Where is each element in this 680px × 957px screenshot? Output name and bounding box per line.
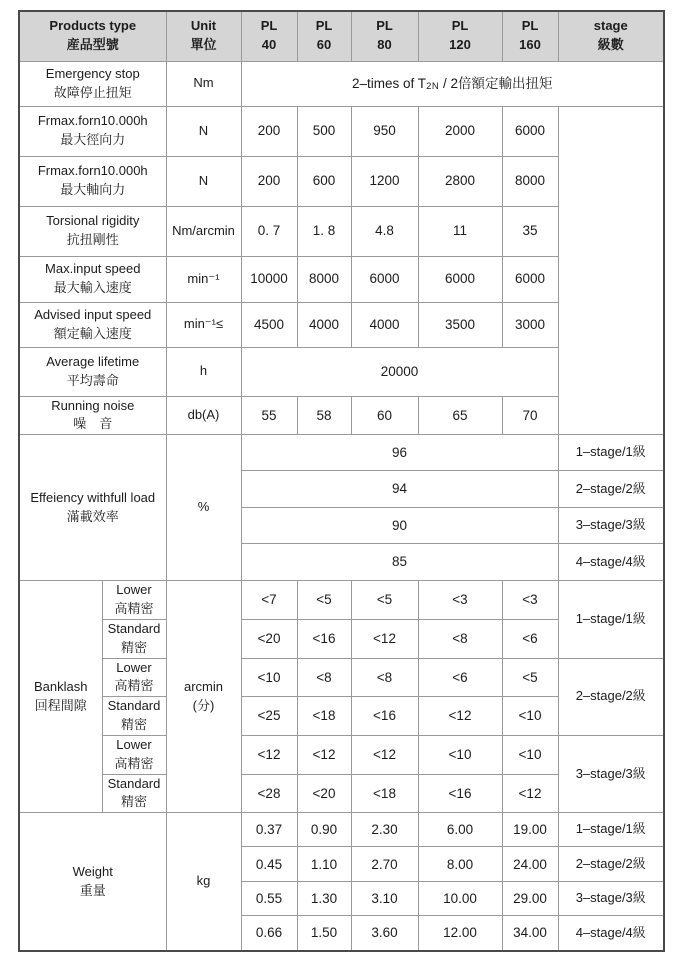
backlash-type-6-en: Standard	[107, 775, 161, 791]
frmax-axial-label	[19, 156, 166, 206]
weight-3-pl80: 3.10	[351, 882, 418, 916]
efficiency-stage-3: 3–stage/3級	[558, 508, 664, 544]
advised-speed-pl120: 3500	[418, 302, 502, 347]
frmax-axial-label-zh: 最大軸向力	[60, 182, 126, 197]
weight-1-pl40: 0.37	[241, 813, 297, 847]
lifetime-label-en: Average lifetime	[46, 353, 140, 369]
frmax-axial-pl160: 8000	[502, 156, 558, 206]
weight-2-pl80: 2.70	[351, 847, 418, 882]
col-header-pl120	[418, 11, 502, 61]
pl160-line1: PL	[521, 18, 539, 34]
weight-label	[19, 813, 166, 951]
max-speed-unit: min⁻¹	[166, 256, 241, 302]
weight-1-pl80: 2.30	[351, 813, 418, 847]
torsional-pl160: 35	[502, 206, 558, 256]
backlash-type-2-zh: 精密	[120, 639, 147, 655]
torsional-pl80: 4.8	[351, 206, 418, 256]
weight-4-pl60: 1.50	[297, 916, 351, 951]
backlash-2-pl40: <20	[241, 619, 297, 658]
header-row	[19, 11, 664, 61]
col-header-products-type	[19, 11, 166, 61]
max-speed-pl120: 6000	[418, 256, 502, 302]
torsional-label-zh: 抗扭剛性	[66, 232, 119, 247]
row-efficiency-1	[19, 435, 664, 471]
row-backlash-1	[19, 581, 664, 620]
pl80-line1: PL	[376, 18, 393, 34]
noise-label	[19, 396, 166, 435]
backlash-6-pl80: <18	[351, 774, 418, 813]
torsional-unit: Nm/arcmin	[166, 206, 241, 256]
backlash-3-pl80: <8	[351, 658, 418, 697]
emergency-stop-value	[241, 61, 664, 106]
backlash-5-pl60: <12	[297, 735, 351, 774]
row-backlash-3	[19, 658, 664, 697]
backlash-5-pl160: <10	[502, 735, 558, 774]
pl60-line2: 60	[316, 37, 332, 53]
backlash-label-zh: 回程間隙	[34, 697, 87, 713]
weight-3-pl40: 0.55	[241, 882, 297, 916]
lifetime-label	[19, 347, 166, 396]
backlash-4-pl160: <10	[502, 697, 558, 736]
backlash-stage-1: 1–stage/1級	[558, 581, 664, 658]
backlash-label-en: Banklash	[34, 678, 88, 694]
row-weight-1	[19, 813, 664, 847]
frmax-radial-pl120: 2000	[418, 106, 502, 156]
backlash-1-pl160: <3	[502, 581, 558, 620]
backlash-6-pl40: <28	[241, 774, 297, 813]
backlash-1-pl40: <7	[241, 581, 297, 620]
frmax-axial-pl80: 1200	[351, 156, 418, 206]
backlash-2-pl120: <8	[418, 619, 502, 658]
backlash-unit	[166, 581, 241, 813]
backlash-type-4	[102, 697, 166, 736]
backlash-type-3	[102, 658, 166, 697]
weight-2-pl160: 24.00	[502, 847, 558, 882]
noise-pl80: 60	[351, 396, 418, 435]
noise-pl60: 58	[297, 396, 351, 435]
backlash-3-pl160: <5	[502, 658, 558, 697]
col-header-pl60	[297, 11, 351, 61]
backlash-1-pl120: <3	[418, 581, 502, 620]
lifetime-unit: h	[166, 347, 241, 396]
advised-speed-label-zh: 額定輸入速度	[53, 325, 132, 341]
backlash-2-pl80: <12	[351, 619, 418, 658]
frmax-radial-unit: N	[166, 106, 241, 156]
weight-4-pl40: 0.66	[241, 916, 297, 951]
t2n-subscript: 2N	[426, 80, 440, 92]
emergency-stop-unit: Nm	[166, 61, 241, 106]
col-header-unit-zh: 單位	[190, 37, 217, 53]
weight-stage-1: 1–stage/1級	[558, 813, 664, 847]
col-header-stage	[558, 11, 664, 61]
weight-stage-3: 3–stage/3級	[558, 882, 664, 916]
max-speed-pl40: 10000	[241, 256, 297, 302]
lifetime-label-zh: 平均壽命	[66, 372, 119, 388]
backlash-5-pl120: <10	[418, 735, 502, 774]
backlash-type-6	[102, 774, 166, 813]
efficiency-value-3: 90	[241, 508, 558, 544]
efficiency-unit: %	[166, 435, 241, 581]
backlash-type-2-en: Standard	[107, 620, 161, 636]
backlash-type-3-zh: 高精密	[114, 678, 154, 694]
efficiency-stage-4: 4–stage/4級	[558, 544, 664, 581]
efficiency-value-2: 94	[241, 471, 558, 508]
weight-1-pl120: 6.00	[418, 813, 502, 847]
noise-pl160: 70	[502, 396, 558, 435]
efficiency-value-4: 85	[241, 544, 558, 581]
backlash-stage-3: 3–stage/3級	[558, 735, 664, 812]
backlash-1-pl80: <5	[351, 581, 418, 620]
weight-stage-2: 2–stage/2級	[558, 847, 664, 882]
weight-3-pl120: 10.00	[418, 882, 502, 916]
weight-label-zh: 重量	[79, 882, 106, 898]
row-backlash-5	[19, 735, 664, 774]
max-speed-label-zh: 最大輸入速度	[53, 280, 132, 295]
backlash-4-pl120: <12	[418, 697, 502, 736]
frmax-radial-label-zh: 最大徑向力	[60, 132, 126, 147]
pl60-line1: PL	[315, 18, 333, 34]
backlash-type-1-en: Lower	[116, 582, 152, 598]
backlash-2-pl60: <16	[297, 619, 351, 658]
emergency-value-pre: 2–times of T	[352, 75, 427, 91]
col-header-products-zh: 産品型號	[66, 37, 119, 53]
backlash-5-pl40: <12	[241, 735, 297, 774]
torsional-pl60: 1. 8	[297, 206, 351, 256]
advised-speed-label-en: Advised input speed	[34, 306, 152, 322]
frmax-axial-unit: N	[166, 156, 241, 206]
backlash-3-pl60: <8	[297, 658, 351, 697]
row-emergency-stop	[19, 61, 664, 106]
backlash-type-4-en: Standard	[107, 698, 161, 714]
max-speed-pl160: 6000	[502, 256, 558, 302]
weight-4-pl80: 3.60	[351, 916, 418, 951]
pl120-line1: PL	[451, 18, 469, 34]
backlash-type-6-zh: 精密	[120, 794, 147, 810]
weight-3-pl60: 1.30	[297, 882, 351, 916]
backlash-6-pl160: <12	[502, 774, 558, 813]
efficiency-label-zh: 滿載效率	[66, 508, 119, 524]
backlash-type-3-en: Lower	[116, 659, 152, 675]
torsional-pl120: 11	[418, 206, 502, 256]
advised-speed-pl40: 4500	[241, 302, 297, 347]
torsional-pl40: 0. 7	[241, 206, 297, 256]
torsional-label	[19, 206, 166, 256]
backlash-type-5-zh: 高精密	[114, 755, 154, 771]
backlash-type-2	[102, 619, 166, 658]
col-header-products-en: Products type	[49, 18, 137, 34]
backlash-4-pl80: <16	[351, 697, 418, 736]
backlash-unit-line1: arcmin	[183, 678, 223, 694]
col-header-stage-en: stage	[593, 18, 628, 34]
row-frmax-radial	[19, 106, 664, 156]
col-header-unit	[166, 11, 241, 61]
col-header-pl40	[241, 11, 297, 61]
weight-1-pl160: 19.00	[502, 813, 558, 847]
noise-label-en: Running noise	[51, 397, 135, 413]
backlash-type-1	[102, 581, 166, 620]
frmax-radial-label-en: Frmax.forn10.000h	[37, 113, 148, 129]
emergency-stop-label-zh: 故障停止扭矩	[53, 84, 132, 100]
advised-speed-pl160: 3000	[502, 302, 558, 347]
emergency-stop-label-en: Emergency stop	[45, 65, 140, 81]
efficiency-label-en: Effeiency withfull load	[30, 489, 156, 505]
frmax-axial-label-en: Frmax.forn10.000h	[37, 163, 148, 179]
weight-2-pl40: 0.45	[241, 847, 297, 882]
noise-pl40: 55	[241, 396, 297, 435]
frmax-radial-label	[19, 106, 166, 156]
pl40-line2: 40	[261, 37, 277, 53]
frmax-axial-pl120: 2800	[418, 156, 502, 206]
weight-2-pl120: 8.00	[418, 847, 502, 882]
frmax-radial-pl160: 6000	[502, 106, 558, 156]
backlash-unit-line2: (分)	[192, 697, 215, 713]
efficiency-label	[19, 435, 166, 581]
weight-label-en: Weight	[72, 863, 113, 879]
frmax-axial-pl60: 600	[297, 156, 351, 206]
pl40-line1: PL	[260, 18, 278, 34]
backlash-stage-2: 2–stage/2級	[558, 658, 664, 735]
backlash-type-1-zh: 高精密	[114, 601, 154, 617]
col-header-unit-en: Unit	[190, 18, 217, 34]
backlash-4-pl60: <18	[297, 697, 351, 736]
advised-speed-pl60: 4000	[297, 302, 351, 347]
efficiency-stage-2: 2–stage/2級	[558, 471, 664, 508]
torsional-label-en: Torsional rigidity	[46, 213, 140, 229]
efficiency-value-1: 96	[241, 435, 558, 471]
backlash-3-pl120: <6	[418, 658, 502, 697]
backlash-6-pl60: <20	[297, 774, 351, 813]
pl120-line2: 120	[449, 37, 471, 53]
pl160-line2: 160	[519, 37, 541, 53]
weight-1-pl60: 0.90	[297, 813, 351, 847]
frmax-radial-pl40: 200	[241, 106, 297, 156]
backlash-5-pl80: <12	[351, 735, 418, 774]
col-header-pl80	[351, 11, 418, 61]
weight-4-pl160: 34.00	[502, 916, 558, 951]
weight-stage-4: 4–stage/4級	[558, 916, 664, 951]
backlash-2-pl160: <6	[502, 619, 558, 658]
efficiency-stage-1: 1–stage/1級	[558, 435, 664, 471]
backlash-6-pl120: <16	[418, 774, 502, 813]
stage-empty-cell	[558, 106, 664, 435]
max-speed-pl80: 6000	[351, 256, 418, 302]
backlash-type-5-en: Lower	[116, 736, 152, 752]
max-speed-label	[19, 256, 166, 302]
backlash-type-5	[102, 735, 166, 774]
noise-label-zh: 噪 音	[73, 416, 113, 432]
backlash-type-4-zh: 精密	[120, 717, 147, 733]
backlash-3-pl40: <10	[241, 658, 297, 697]
emergency-stop-label	[19, 61, 166, 106]
frmax-axial-pl40: 200	[241, 156, 297, 206]
noise-pl120: 65	[418, 396, 502, 435]
col-header-stage-zh: 級數	[597, 37, 624, 53]
weight-4-pl120: 12.00	[418, 916, 502, 951]
advised-speed-pl80: 4000	[351, 302, 418, 347]
emergency-value-post: / 2倍額定輸出扭矩	[439, 75, 553, 91]
advised-speed-label	[19, 302, 166, 347]
weight-unit: kg	[166, 813, 241, 951]
max-speed-label-en: Max.input speed	[45, 261, 141, 277]
max-speed-pl60: 8000	[297, 256, 351, 302]
noise-unit: db(A)	[166, 396, 241, 435]
backlash-4-pl40: <25	[241, 697, 297, 736]
lifetime-value: 20000	[241, 347, 558, 396]
spec-table	[18, 10, 665, 952]
backlash-label	[19, 581, 102, 813]
advised-speed-unit: min⁻¹≤	[166, 302, 241, 347]
weight-2-pl60: 1.10	[297, 847, 351, 882]
col-header-pl160	[502, 11, 558, 61]
pl80-line2: 80	[377, 37, 392, 53]
weight-3-pl160: 29.00	[502, 882, 558, 916]
backlash-1-pl60: <5	[297, 581, 351, 620]
frmax-radial-pl60: 500	[297, 106, 351, 156]
frmax-radial-pl80: 950	[351, 106, 418, 156]
